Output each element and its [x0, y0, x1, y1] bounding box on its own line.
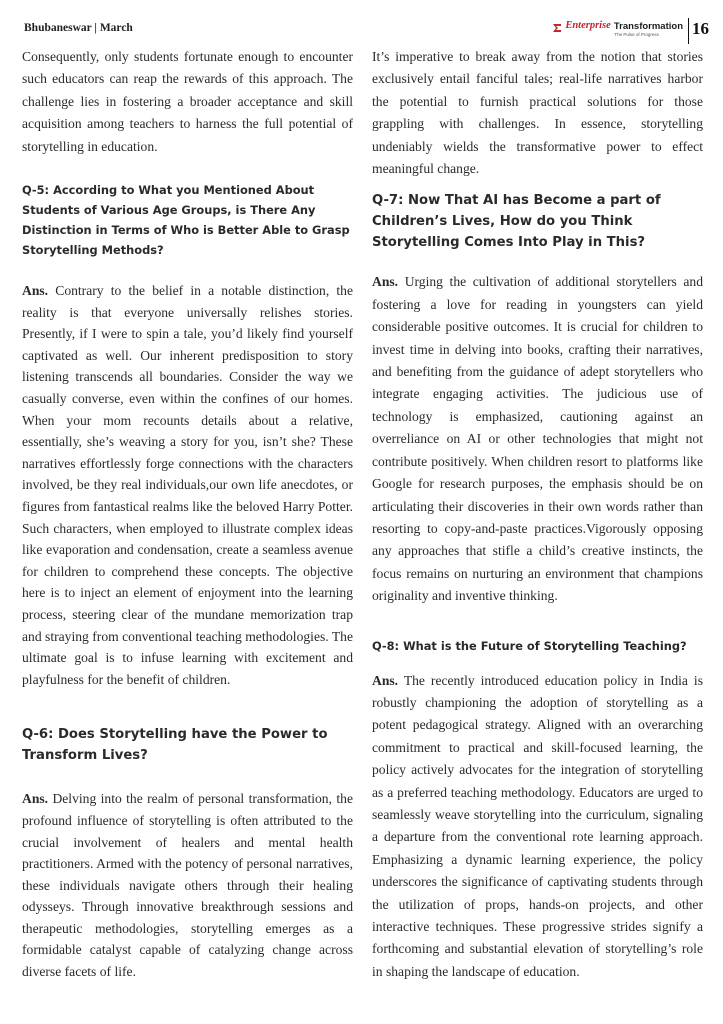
brand-mark-icon	[552, 21, 562, 31]
question-6: Q-6: Does Storytelling have the Power to Transform Lives?	[22, 727, 328, 764]
answer-7	[372, 271, 703, 607]
answer-label: Ans.	[372, 274, 399, 290]
page-header	[0, 0, 723, 42]
continuation-paragraph: It’s imperative to break away from the notion that stories exclusively entail fanciful tales; real-life narratives harbor the potential to furnish practical solutions for those grappling with challenges. In essence, storytelling undeniably wields the transformative power to effect meaningful change.	[372, 49, 703, 177]
answer-label: Ans.	[22, 283, 49, 299]
answer-6	[22, 788, 353, 982]
brand-name-italic: Enterprise	[565, 20, 611, 31]
answer-5-text: Contrary to the belief in a notable distinction, the reality is that everyone universally relishes stories. Presently, if I were to spin a tale, you’d likely find yourself captivated as well. Our inherent predisposition to story listening transcends all boundaries. Consider the way we casually converse, even within the confines of our homes. When your mom recounts details about a relative, essentially, she’s weaving a story for you, isn’t she? These narratives effortlessly forge connections with the characters involved, be they real individuals,our own life anecdotes, or figures from fantastical realms like the beloved Harry Potter. Such characters, when employed to illustrate complex ideas like evaporation and condensation, create a seamless avenue for children to comprehend these concepts. The objective here is to inject an element of enjoyment into the learning process, steering clear of the mundane memorization trap and straying from conventional teaching methodologies. The ultimate goal is to infuse learning with excitement and playfulness for the benefit of children.	[22, 283, 354, 687]
answer-8-text: The recently introduced education policy in India is robustly championing the adoption of storytelling as a potent pedagogical strategy. Aligned with an overarching commitment to practical and skill-focused learning, the policy actively advocates for the integration of storytelling as a preferred teaching methodology. Educators are urged to seamlessly weave storytelling into the curriculum, signaling a departure from the conventional rote learning approach. Emphasizing a dynamic learning experience, the policy underscores the significance of captivating students through the utilization of props, hands-on projects, and other interactive techniques. These progressive strides signify a forthcoming and substantial elevation of storytelling’s role in shaping the landscape of education.	[372, 672, 703, 979]
location-date: Bhubaneswar | March	[24, 22, 133, 34]
answer-label: Ans.	[372, 672, 399, 688]
answer-6-text: Delving into the realm of personal transformation, the profound influence of storytelling is often attributed to the crucial involvement of healers and mental health practitioners. Armed with the potency of personal narratives, these individuals navigate others through their healing odysseys. Through innovative breakthrough sessions and therapeutic methodologies, storytelling emerges as a formidable catalyst capable of catalyzing change across diverse facets of life.	[22, 791, 353, 980]
answer-5	[22, 280, 353, 690]
answer-8	[372, 670, 703, 984]
question-8: Q-8: What is the Future of Storytelling Teaching?	[372, 638, 687, 653]
question-7: Q-7: Now That AI has Become a part of Children’s Lives, How do you Think Storytelling Comes Into Play in This?	[372, 193, 661, 251]
intro-paragraph: Consequently, only students fortunate enough to encounter such educators can reap the rewards of this approach. The challenge lies in fostering a broader acceptance and skill acquisition among teachers to harness the full potential of storytelling in education.	[22, 49, 353, 154]
question-5: Q-5: According to What you Mentioned About Students of Various Age Groups, is There Any Distinction in Terms of Who is Better Able to Grasp Storytelling Methods?	[22, 183, 350, 258]
answer-7-text: Urging the cultivation of additional storytellers and fostering a love for reading in youngsters can yield considerable positive outcomes. It is crucial for children to invest time in delving into books, crafting their narratives, and benefiting from the guidance of adept storytellers who integrate engaging activities. The judicious use of technology is emphasized, cautioning against an overreliance on AI or other technologies that might not contribute positively. When children resort to platforms like Google for research purposes, the emphasis should be on articulating their discoveries in their own words rather than resorting to copy-and-paste practices.Vigorously opposing any approaches that stifle a child’s creative instincts, the focus remains on nurturing an environment that champions originality and inventive thinking.	[372, 274, 703, 604]
brand-name-bold: Transformation	[613, 20, 683, 32]
brand-tagline: The Pulse of Progress	[614, 31, 659, 37]
answer-label: Ans.	[22, 791, 49, 807]
left-column	[22, 46, 353, 983]
brand-logo	[552, 21, 683, 37]
right-column	[372, 46, 703, 983]
page-number: 16	[688, 18, 709, 44]
